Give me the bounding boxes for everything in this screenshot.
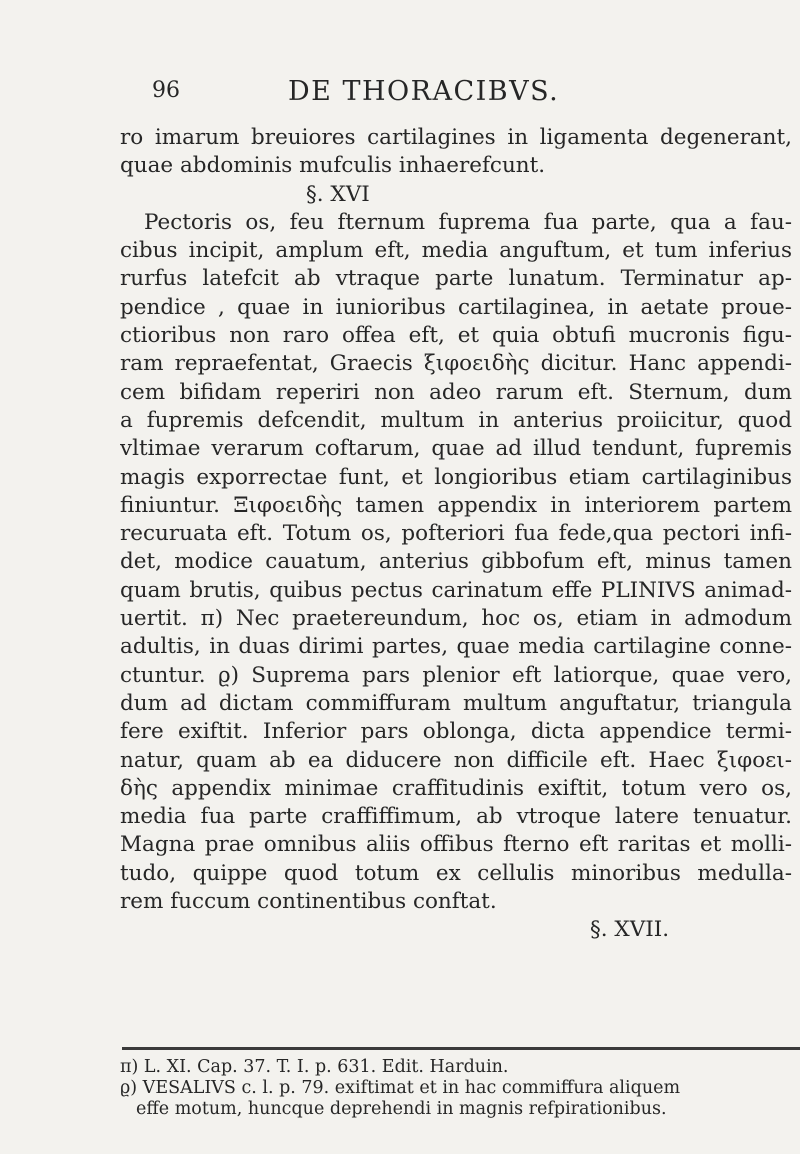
text-line: Magna prae omnibus aliis offibus fterno eft raritas et molli- — [120, 832, 792, 858]
footnote: ϱ) VESALIVS c. l. p. 79. exiftimat et in hac commiffura aliquem — [120, 1078, 681, 1098]
text-line: rurfus latefcit ab vtraque parte lunatum. Terminatur ap- — [120, 266, 792, 292]
text-line: quam brutis, quibus pectus carinatum effe PLINIVS animad- — [120, 577, 792, 603]
text-line: ctioribus non raro offea eft, et quia obtufi mucronis figu- — [120, 323, 792, 349]
catchword: §. XVII. — [590, 917, 670, 943]
text-line: δὴς appendix minimae craffitudinis exiftit, totum vero os, — [120, 775, 792, 801]
text-line: Pectoris os, feu fternum fuprema fua parte, qua a fau- — [144, 209, 792, 235]
running-title: DE THORACIBVS. — [288, 76, 560, 107]
text-line: media fua parte craffiffimum, ab vtroque latere tenuatur. — [120, 804, 792, 830]
text-line: tudo, quippe quod totum ex cellulis minoribus medulla- — [120, 860, 792, 886]
section-heading: §. XVI — [306, 181, 370, 207]
text-line: vltimae verarum coftarum, quae ad illud tendunt, fupremis — [120, 436, 792, 462]
text-line: rem fuccum continentibus conftat. — [120, 889, 497, 915]
text-line: det, modice cauatum, anterius gibbofum eft, minus tamen — [120, 549, 792, 575]
footnote: π) L. XI. Cap. 37. T. I. p. 631. Edit. Harduin. — [120, 1057, 509, 1077]
text-line: finiuntur. Ξιφοειδὴς tamen appendix in interiorem partem — [120, 492, 792, 518]
text-line: ctuntur. ϱ) Suprema pars plenior eft latiorque, quae vero, — [120, 662, 792, 688]
page-header — [152, 78, 712, 112]
text-line: a fupremis defcendit, multum in anterius proiicitur, quod — [120, 407, 792, 433]
text-line: magis exporrectae funt, et longioribus etiam cartilaginibus — [120, 464, 792, 490]
footnote-divider — [122, 1047, 800, 1050]
text-line: natur, quam ab ea diducere non difficile eft. Haec ξιφοει- — [120, 747, 792, 773]
text-line: quae abdominis mufculis inhaerefcunt. — [120, 153, 546, 179]
text-line: cibus incipit, amplum eft, media anguftum, et tum inferius — [120, 238, 792, 264]
text-line: dum ad dictam commiffuram multum anguftatur, triangula — [120, 690, 792, 716]
text-line: fere exiftit. Inferior pars oblonga, dicta appendice termi- — [120, 719, 792, 745]
text-line: uertit. π) Nec praetereundum, hoc os, etiam in admodum — [120, 606, 792, 632]
text-line: cem bifidam reperiri non adeo rarum eft. Sternum, dum — [120, 379, 792, 405]
text-line: ram repraefentat, Graecis ξιφοειδὴς dicitur. Hanc appendi- — [120, 351, 792, 377]
text-line: recuruata eft. Totum os, pofteriori fua fede,qua pectori infi- — [120, 521, 792, 547]
body-text — [120, 124, 800, 945]
text-line: ro imarum breuiores cartilagines in ligamenta degenerant, — [120, 125, 792, 150]
text-line: adultis, in duas dirimi partes, quae media cartilagine conne- — [120, 634, 792, 660]
text-line: pendice , quae in iunioribus cartilaginea, in aetate proue- — [120, 294, 792, 320]
footnote: effe motum, huncque deprehendi in magnis refpirationibus. — [136, 1099, 667, 1119]
page-number: 96 — [152, 78, 180, 103]
footnotes — [120, 1057, 800, 1120]
